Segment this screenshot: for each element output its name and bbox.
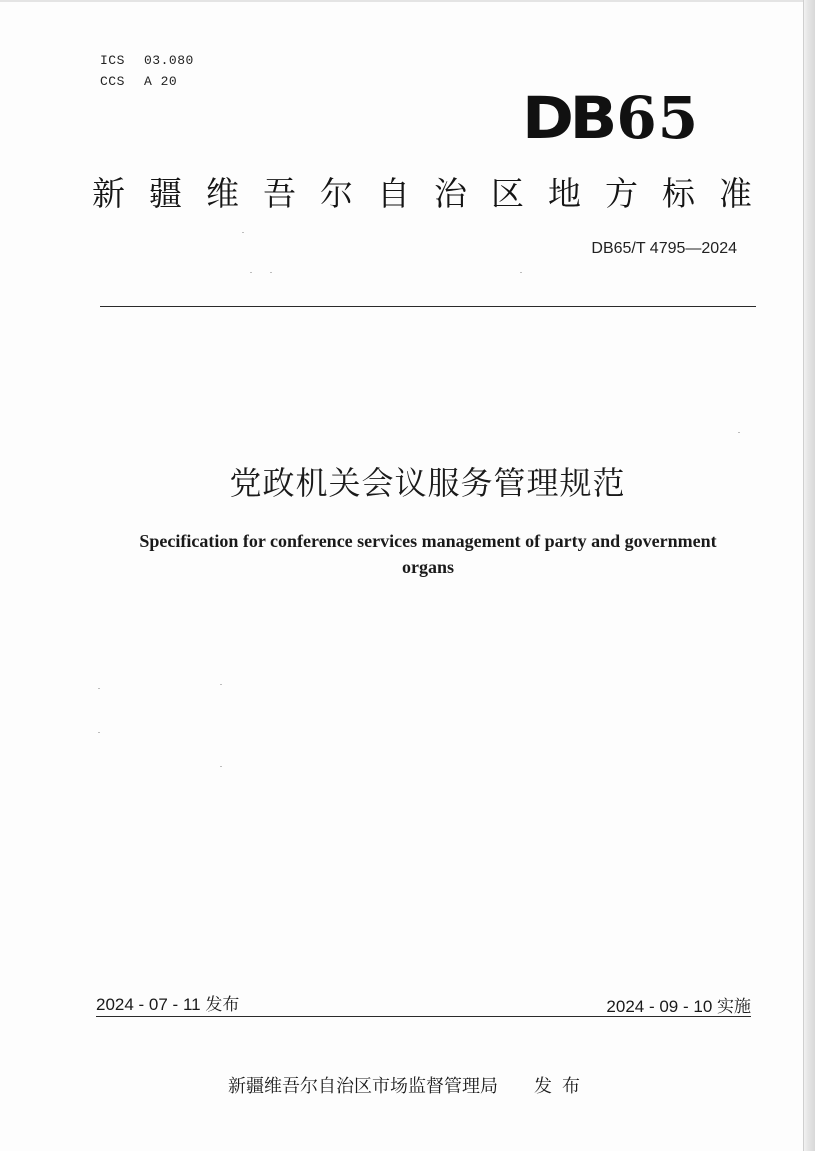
db65-logo xyxy=(522,84,700,152)
logo-letters: DB xyxy=(522,84,614,152)
scan-speck xyxy=(242,232,244,233)
ics-label: ICS xyxy=(100,53,125,68)
scan-right-edge xyxy=(803,0,815,1151)
logo-number: 65 xyxy=(616,84,700,152)
standard-number: DB65/T 4795—2024 xyxy=(591,240,737,257)
ics-classification xyxy=(100,53,194,68)
issuer-name: 新疆维吾尔自治区市场监督管理局 xyxy=(228,1076,498,1097)
scan-speck xyxy=(520,272,522,273)
implementation-date: 2024 - 09 - 10 实施 xyxy=(606,997,751,1016)
standard-type-heading: 新疆维吾尔自治区地方标准 xyxy=(92,174,776,213)
scan-top-border xyxy=(0,0,815,2)
scan-speck xyxy=(250,272,252,273)
ccs-classification xyxy=(100,74,177,89)
scan-speck xyxy=(270,272,272,273)
ccs-label: CCS xyxy=(100,74,125,89)
header-divider xyxy=(100,306,756,307)
scan-speck xyxy=(738,432,740,433)
ccs-value: A 20 xyxy=(144,74,178,89)
scan-speck xyxy=(220,684,222,685)
issuer-line xyxy=(228,1072,590,1098)
issue-date: 2024 - 07 - 11 发布 xyxy=(96,995,240,1014)
document-title-english: Specification for conference services management of party and government organs xyxy=(139,531,717,577)
scan-speck xyxy=(98,732,100,733)
footer-divider xyxy=(96,1016,751,1017)
ics-value: 03.080 xyxy=(144,53,194,68)
document-title-chinese: 党政机关会议服务管理规范 xyxy=(229,464,626,502)
scan-speck xyxy=(98,688,100,689)
issuer-action: 发布 xyxy=(534,1076,590,1097)
scan-right-edge-line xyxy=(803,0,804,1151)
scan-speck xyxy=(220,766,222,767)
